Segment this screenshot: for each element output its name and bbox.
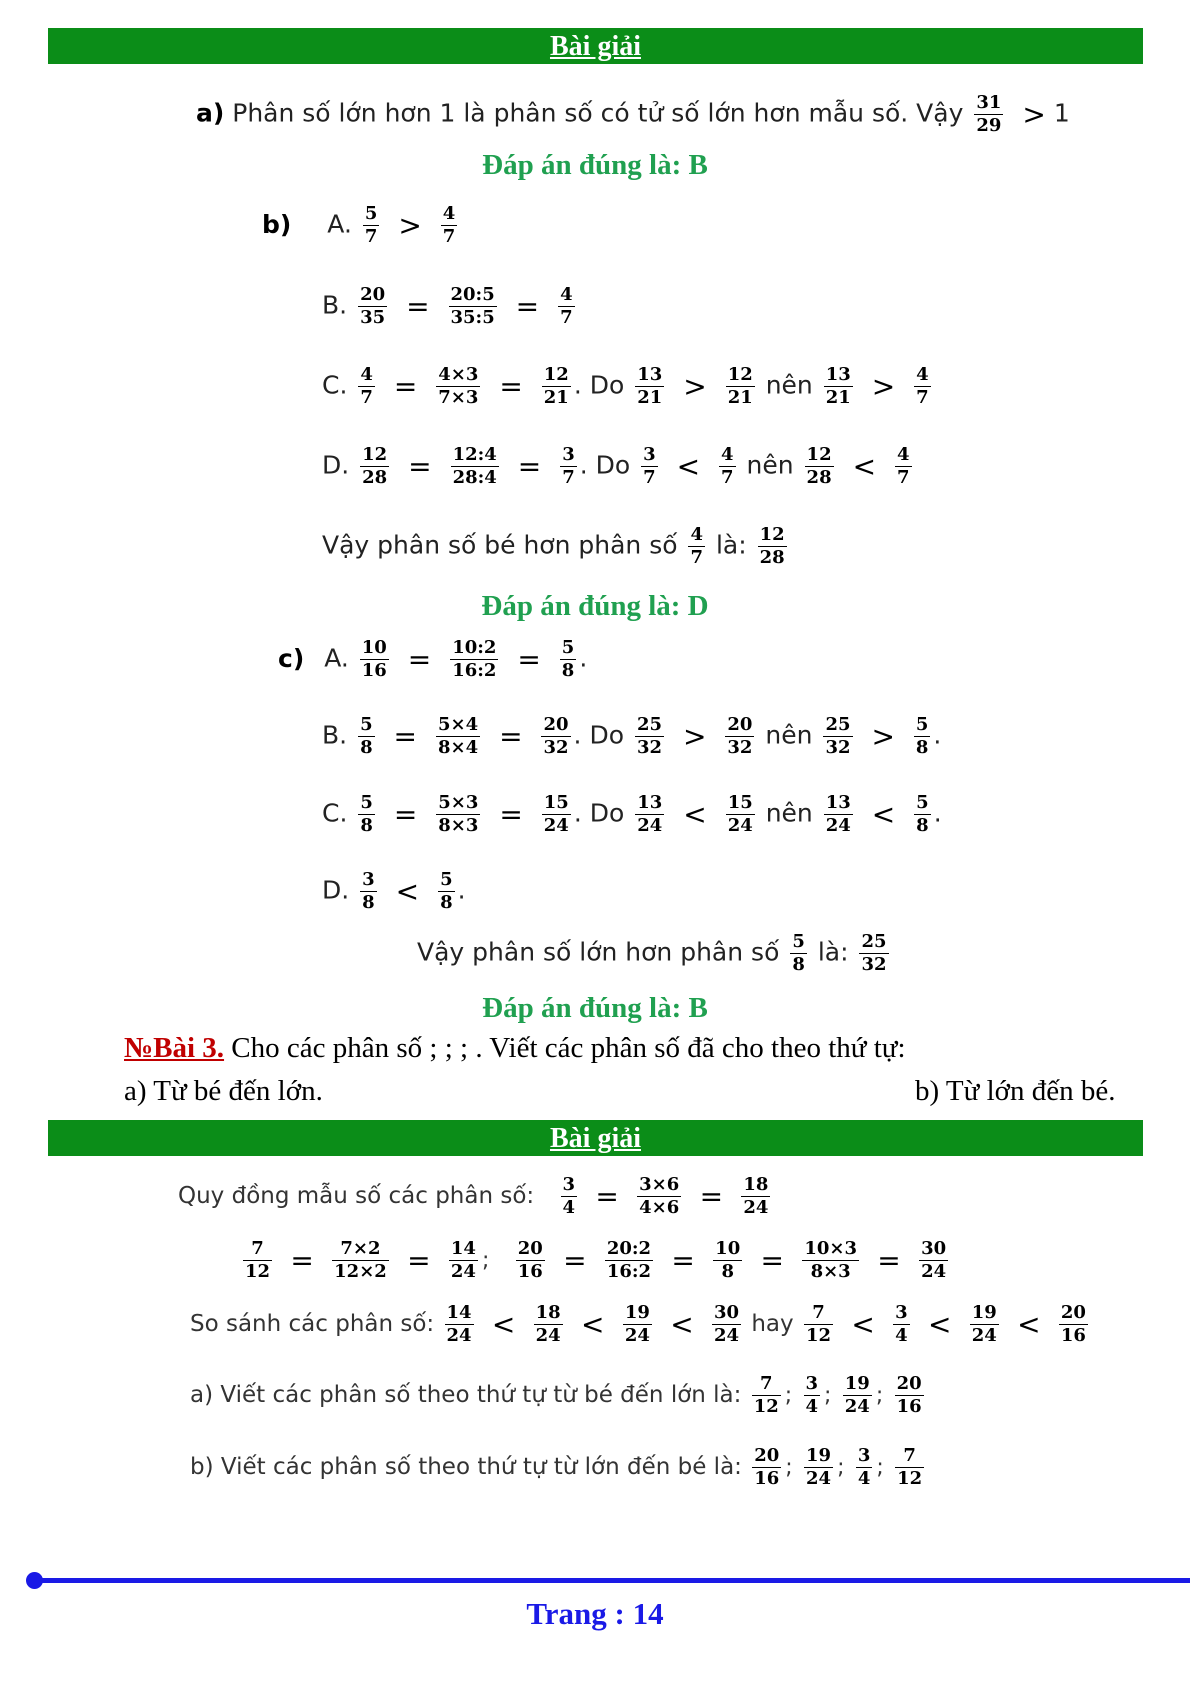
part-b-conclusion: Vậy phân số bé hơn phân số $\frac{4}{7}$ là: $\frac{12}{28}$ bbox=[322, 524, 785, 568]
fraction: $\frac{3}{4}$ bbox=[562, 1174, 576, 1218]
problem-3-label: №Bài 3. bbox=[124, 1032, 225, 1064]
fraction: $\frac{4}{7}$ bbox=[360, 364, 373, 408]
part-a-label: a) bbox=[196, 98, 225, 128]
greater-sign: > bbox=[1022, 98, 1046, 131]
fraction: $\frac{7}{12}$ bbox=[753, 1373, 779, 1417]
fraction: $\frac{19}{24}$ bbox=[971, 1302, 997, 1346]
fraction: $\frac{5}{8}$ bbox=[916, 792, 929, 836]
fraction: $\frac{20:2}{16:2}$ bbox=[606, 1238, 652, 1282]
fraction: $\frac{20}{16}$ bbox=[517, 1238, 543, 1282]
fraction: $\frac{15}{24}$ bbox=[543, 792, 569, 836]
part-c-option-c: C. $\frac{5}{8}$ = $\frac{5\times 3}{8\times 3}$ = $\frac{15}{24}$ . Do $\frac{13}{24}$ < $\frac{15}{24}$ nên $\frac{13}{24}$ < $\frac{5}{8}$ . bbox=[322, 792, 942, 836]
fraction: $\frac{25}{32}$ bbox=[861, 931, 887, 975]
fraction: $\frac{5}{8}$ bbox=[792, 931, 805, 975]
fraction: $\frac{4}{7}$ bbox=[916, 364, 929, 408]
fraction: $\frac{5}{8}$ bbox=[561, 637, 575, 681]
problem-3-statement bbox=[124, 1032, 906, 1065]
fraction: $\frac{19}{24}$ bbox=[844, 1373, 870, 1417]
option-prefix: C. bbox=[322, 798, 348, 828]
fraction: $\frac{4}{7}$ bbox=[442, 203, 456, 247]
fraction: $\frac{13}{21}$ bbox=[825, 364, 851, 408]
part-b-option-b: B. $\frac{20}{35}$ = $\frac{20:5}{35:5}$ = $\frac{4}{7}$ bbox=[322, 284, 573, 328]
fraction: $\frac{18}{24}$ bbox=[743, 1174, 769, 1218]
page-number: Trang : 14 bbox=[526, 1596, 664, 1631]
footer-divider bbox=[34, 1578, 1190, 1583]
solution-3-compare: So sánh các phân số: $\frac{14}{24}$ < $\frac{18}{24}$ < $\frac{19}{24}$ < $\frac{30}{24}$ hay $\frac{7}{12}$ < $\frac{3}{4}$ < $\frac{19}{24}$ < $\frac{20}{16}$ bbox=[190, 1302, 1086, 1346]
fraction: $\frac{12}{28}$ bbox=[806, 444, 832, 488]
answer-b: Đáp án đúng là: D bbox=[481, 590, 709, 622]
fraction: $\frac{14}{24}$ bbox=[450, 1238, 476, 1282]
fraction: $\frac{5}{8}$ bbox=[360, 714, 373, 758]
fraction: $\frac{20:5}{35:5}$ bbox=[450, 284, 495, 328]
fraction: $\frac{15}{24}$ bbox=[727, 792, 753, 836]
fraction: $\frac{12}{21}$ bbox=[543, 364, 569, 408]
answer-c: Đáp án đúng là: B bbox=[482, 992, 708, 1024]
part-c-option-d: D. $\frac{3}{8}$ < $\frac{5}{8}$ . bbox=[322, 869, 466, 913]
fraction: $\frac{3\times 6}{4\times 6}$ bbox=[639, 1174, 680, 1218]
problem-3-part-b: b) Từ lớn đến bé. bbox=[915, 1075, 1116, 1107]
fraction: $\frac{5}{8}$ bbox=[915, 714, 929, 758]
fraction: $\frac{18}{24}$ bbox=[535, 1302, 561, 1346]
solution-3-line-1: Quy đồng mẫu số các phân số: $\frac{3}{4}$ = $\frac{3\times 6}{4\times 6}$ = $\frac{18}{24}$ bbox=[178, 1174, 769, 1218]
problem-3-part-a: a) Từ bé đến lớn. bbox=[124, 1075, 323, 1107]
fraction: $\frac{12}{28}$ bbox=[362, 444, 388, 488]
part-b-option-a: b) A. $\frac{5}{7}$ > $\frac{4}{7}$ bbox=[262, 203, 456, 247]
fraction: $\frac{5\times 3}{8\times 3}$ bbox=[438, 792, 479, 836]
fraction: $\frac{14}{24}$ bbox=[446, 1302, 472, 1346]
fraction: $\frac{13}{24}$ bbox=[637, 792, 663, 836]
solution-header-bar bbox=[48, 28, 1143, 64]
fraction: $\frac{20}{35}$ bbox=[360, 284, 386, 328]
fraction: $\frac{19}{24}$ bbox=[806, 1445, 832, 1489]
fraction: $\frac{4}{7}$ bbox=[560, 284, 573, 328]
fraction: $\frac{5}{8}$ bbox=[360, 792, 373, 836]
fraction: $\frac{10}{8}$ bbox=[715, 1238, 741, 1282]
fraction: $\frac{5}{7}$ bbox=[364, 203, 378, 247]
part-b-option-c: C. $\frac{4}{7}$ = $\frac{4\times 3}{7\times 3}$ = $\frac{12}{21}$ . Do $\frac{13}{21}$ > $\frac{12}{21}$ nên $\frac{13}{21}$ > $\frac{4}{7}$ bbox=[322, 364, 929, 408]
fraction: $\frac{3}{8}$ bbox=[362, 869, 375, 913]
solution-3-order-descending: b) Viết các phân số theo thứ tự từ lớn đến bé là: $\frac{20}{16}$ ; $\frac{19}{24}$ ; $\frac{3}{4}$ ; $\frac{7}{12}$ bbox=[190, 1445, 923, 1489]
fraction: $\frac{3}{7}$ bbox=[643, 444, 656, 488]
fraction: $\frac{10\times 3}{8\times 3}$ bbox=[804, 1238, 857, 1282]
fraction: $\frac{7\times 2}{12\times 2}$ bbox=[334, 1238, 387, 1282]
fraction: $\frac{4}{7}$ bbox=[690, 524, 704, 568]
part-c-conclusion: Vậy phân số lớn hơn phân số $\frac{5}{8}$ là: $\frac{25}{32}$ bbox=[417, 931, 887, 975]
solution-3-order-ascending: a) Viết các phân số theo thứ tự từ bé đến lớn là: $\frac{7}{12}$ ; $\frac{3}{4}$ ; $\frac{19}{24}$ ; $\frac{20}{16}$ bbox=[190, 1373, 922, 1417]
option-prefix: B. bbox=[322, 720, 348, 750]
option-prefix: D. bbox=[322, 875, 350, 905]
fraction: $\frac{30}{24}$ bbox=[713, 1302, 740, 1346]
option-prefix: D. bbox=[322, 450, 350, 480]
option-prefix: C. bbox=[322, 370, 348, 400]
part-a-line bbox=[196, 92, 1070, 137]
fraction: $\frac{7}{12}$ bbox=[245, 1238, 271, 1282]
fraction: $\frac{10:2}{16:2}$ bbox=[452, 637, 497, 681]
part-c-option-b: B. $\frac{5}{8}$ = $\frac{5\times 4}{8\times 4}$ = $\frac{20}{32}$ . Do $\frac{25}{32}$ > $\frac{20}{32}$ nên $\frac{25}{32}$ > $\frac{5}{8}$ . bbox=[322, 714, 942, 758]
fraction: $\frac{7}{12}$ bbox=[897, 1445, 923, 1489]
fraction: $\frac{4}{7}$ bbox=[721, 444, 734, 488]
part-c-label: c) bbox=[278, 643, 305, 673]
fraction: $\frac{12}{28}$ bbox=[759, 524, 785, 568]
solution-header-title-2: Bài giải bbox=[549, 1123, 641, 1154]
fraction: $\frac{4\times 3}{7\times 3}$ bbox=[438, 364, 479, 408]
fraction: $\frac{13}{24}$ bbox=[825, 792, 851, 836]
fraction: $\frac{3}{7}$ bbox=[562, 444, 575, 488]
solution-3-line-2: $\frac{7}{12}$ = $\frac{7\times 2}{12\times 2}$ = $\frac{14}{24}$ ; $\frac{20}{16}$ = $\frac{20:2}{16:2}$ = $\frac{10}{8}$ = $\frac{10\times 3}{8\times 3}$ = $\frac{30}{24}$ bbox=[245, 1238, 947, 1282]
fraction: $\frac{20}{32}$ bbox=[727, 714, 753, 758]
fraction: $\frac{3}{4}$ bbox=[857, 1445, 871, 1489]
solution-header-bar-2 bbox=[48, 1120, 1143, 1156]
solution-header-title: Bài giải bbox=[549, 31, 641, 62]
fraction: $\frac{25}{32}$ bbox=[636, 714, 663, 758]
problem-3-text: Cho các phân số ; ; ; . Viết các phân số đã cho theo thứ tự: bbox=[224, 1032, 906, 1064]
answer-a: Đáp án đúng là: B bbox=[482, 149, 708, 181]
fraction: $\frac{20}{16}$ bbox=[1060, 1302, 1086, 1346]
part-c-option-a: c) A. $\frac{10}{16}$ = $\frac{10:2}{16:2}$ = $\frac{5}{8}$ . bbox=[278, 637, 588, 681]
fraction: $\frac{19}{24}$ bbox=[624, 1302, 650, 1346]
option-prefix: A. bbox=[327, 209, 352, 239]
fraction: $\frac{12}{21}$ bbox=[727, 364, 753, 408]
fraction: $\frac{20}{16}$ bbox=[754, 1445, 780, 1489]
fraction: $\frac{30}{24}$ bbox=[921, 1238, 947, 1282]
part-a-tail: 1 bbox=[1053, 98, 1070, 128]
fraction: $\frac{7}{12}$ bbox=[805, 1302, 832, 1346]
fraction: $\frac{5}{8}$ bbox=[440, 869, 453, 913]
fraction: $\frac{3}{4}$ bbox=[895, 1302, 908, 1346]
option-prefix: A. bbox=[324, 643, 349, 673]
fraction: $\frac{4}{7}$ bbox=[896, 444, 910, 488]
fraction: $\frac{5\times 4}{8\times 4}$ bbox=[437, 714, 479, 758]
fraction: $\frac{20}{16}$ bbox=[896, 1373, 922, 1417]
fraction: $\frac{31}{29}$ bbox=[976, 92, 1002, 136]
fraction: $\frac{3}{4}$ bbox=[805, 1373, 819, 1417]
part-b-label: b) bbox=[262, 209, 292, 239]
fraction: $\frac{25}{32}$ bbox=[825, 714, 851, 758]
fraction: $\frac{12:4}{28:4}$ bbox=[452, 444, 497, 488]
part-b-option-d: D. $\frac{12}{28}$ = $\frac{12:4}{28:4}$ = $\frac{3}{7}$ . Do $\frac{3}{7}$ < $\frac{4}{7}$ nên $\frac{12}{28}$ < $\frac{4}{7}$ bbox=[322, 444, 910, 488]
fraction: $\frac{10}{16}$ bbox=[361, 637, 387, 681]
fraction: $\frac{20}{32}$ bbox=[543, 714, 569, 758]
fraction: $\frac{13}{21}$ bbox=[637, 364, 663, 408]
part-a-text: Phân số lớn hơn 1 là phân số có tử số lớn hơn mẫu số. Vậy bbox=[232, 98, 964, 128]
option-prefix: B. bbox=[322, 290, 348, 320]
